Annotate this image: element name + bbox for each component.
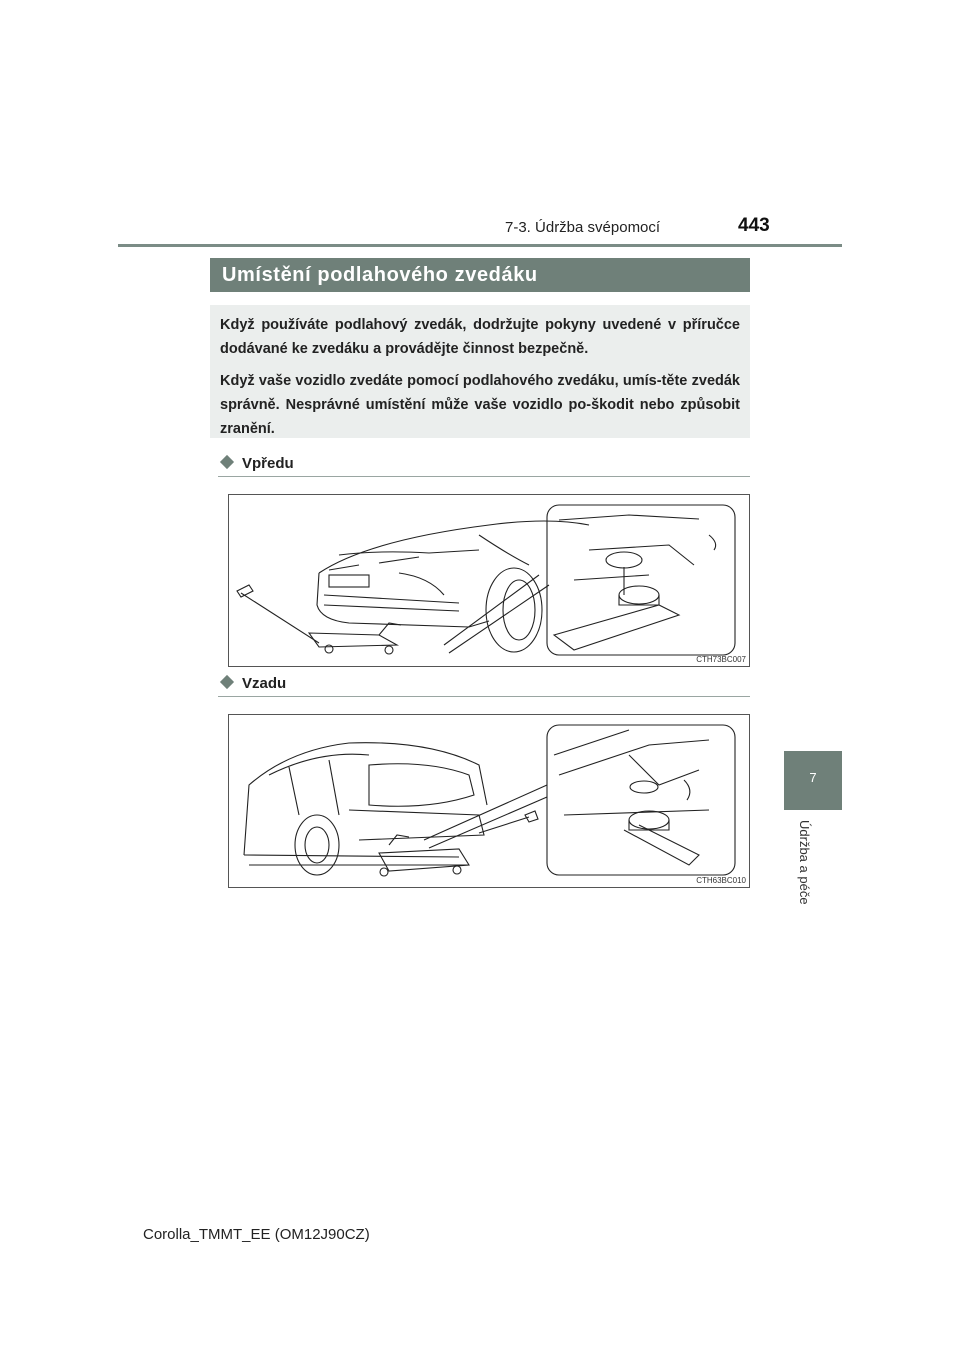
subheading-front [220, 455, 294, 472]
page-number: 443 [738, 215, 770, 236]
figure-rear-code: CTH63BC010 [696, 876, 746, 885]
figure-front-jack [228, 494, 750, 667]
front-jack-illustration [229, 495, 749, 666]
header-rule [118, 244, 842, 247]
header-section-title: 7-3. Údržba svépomocí [505, 219, 661, 236]
intro-paragraph-1: Když používáte podlahový zvedák, dodržujte pokyny uvedené v příručce dodávané ke zvedáku a provádějte činnost bezpečně. [220, 317, 740, 357]
subheading-front-label: Vpředu [242, 455, 294, 472]
diamond-bullet-icon [220, 675, 234, 689]
page-title: Umístění podlahového zvedáku [210, 258, 750, 292]
subheading-rear [220, 675, 286, 692]
figure-front-code: CTH73BC007 [696, 655, 746, 664]
rear-jack-illustration [229, 715, 749, 887]
intro-paragraph-2: Když vaše vozidlo zvedáte pomocí podlahového zvedáku, umís-těte zvedák správně. Nesprávné umístění může vaše vozidlo po-škodit nebo způsobit zranění. [220, 373, 740, 437]
footer-document-id: Corolla_TMMT_EE (OM12J90CZ) [143, 1226, 370, 1243]
subheading-rear-rule [218, 696, 750, 697]
figure-rear-jack [228, 714, 750, 888]
subheading-front-rule [218, 476, 750, 477]
diamond-bullet-icon [220, 455, 234, 469]
chapter-number: 7 [809, 770, 817, 785]
subheading-rear-label: Vzadu [242, 675, 287, 692]
chapter-label: Údržba a péče [797, 820, 812, 905]
intro-box [210, 305, 750, 438]
